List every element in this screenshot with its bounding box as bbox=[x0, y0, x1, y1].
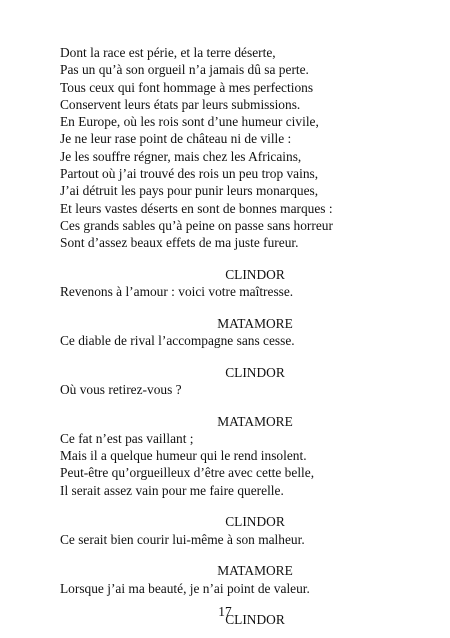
exchange-clindor-2 bbox=[60, 364, 400, 399]
verse-line: Partout où j’ai trouvé des rois un peu trop vains, bbox=[60, 166, 319, 182]
exchange-matamore-3 bbox=[60, 562, 400, 597]
verse-line: J’ai détruit les pays pour punir leurs monarques, bbox=[60, 183, 319, 199]
play-text bbox=[60, 44, 400, 628]
exchange-clindor-3 bbox=[60, 513, 400, 548]
opening-verses bbox=[60, 44, 400, 252]
verse-line: Tous ceux qui font hommage à mes perfections bbox=[60, 79, 314, 95]
verse-line: Mais il a quelque humeur qui le rend insolent. bbox=[60, 448, 307, 464]
verse-line: Conservent leurs états par leurs submissions. bbox=[60, 96, 301, 112]
speaker-name: MATAMORE bbox=[217, 563, 293, 579]
verse-line: Pas un qu’à son orgueil n’a jamais dû sa perte. bbox=[60, 62, 309, 78]
verse-line: Lorsque j’ai ma beauté, je n’ai point de valeur. bbox=[60, 580, 310, 596]
verse-line: Peut-être qu’orgueilleux d’être avec cette belle, bbox=[60, 465, 315, 481]
verse-line: Et leurs vastes déserts en sont de bonnes marques : bbox=[60, 200, 333, 216]
verse-line: Ce serait bien courir lui-même à son malheur. bbox=[60, 531, 305, 547]
verse-line: Je les souffre régner, mais chez les Africains, bbox=[60, 148, 302, 164]
verse-line: Ce fat n’est pas vaillant ; bbox=[60, 430, 194, 446]
speaker-name: CLINDOR bbox=[225, 266, 285, 282]
exchange-matamore-2 bbox=[60, 413, 400, 499]
speaker-name: CLINDOR bbox=[225, 364, 285, 380]
exchange-clindor-1 bbox=[60, 266, 400, 301]
speaker-name: CLINDOR bbox=[225, 514, 285, 530]
verse-line: Dont la race est périe, et la terre déserte, bbox=[60, 45, 276, 60]
speaker-name: CLINDOR bbox=[225, 612, 285, 628]
verse-line: Il serait assez vain pour me faire querelle. bbox=[60, 482, 284, 498]
verse-line: Ces grands sables qu’à peine on passe sans horreur bbox=[60, 217, 333, 233]
verse-line: Revenons à l’amour : voici votre maîtresse. bbox=[60, 284, 294, 300]
page-number: 17 bbox=[218, 604, 232, 619]
verse-line: Où vous retirez-vous ? bbox=[60, 381, 182, 397]
verse-line: Je ne leur rase point de château ni de ville : bbox=[60, 131, 292, 147]
speaker-name: MATAMORE bbox=[217, 315, 293, 331]
verse-line: Ce diable de rival l’accompagne sans cesse. bbox=[60, 333, 295, 349]
exchange-matamore-1 bbox=[60, 315, 400, 350]
verse-line: En Europe, où les rois sont d’une humeur civile, bbox=[60, 114, 319, 130]
speaker-name: MATAMORE bbox=[217, 413, 293, 429]
verse-line: Sont d’assez beaux effets de ma juste fureur. bbox=[60, 235, 299, 251]
